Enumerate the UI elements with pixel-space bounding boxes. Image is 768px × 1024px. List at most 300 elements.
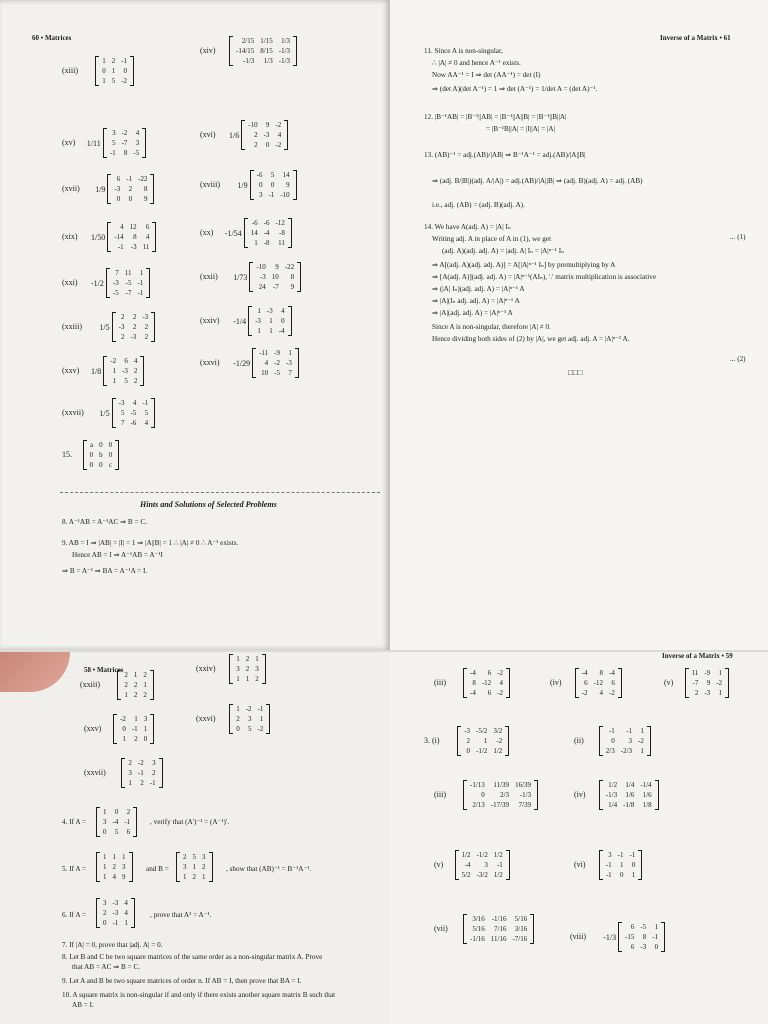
- matrix-cell: 1: [112, 853, 116, 861]
- matrix-cell: 1/6: [642, 791, 652, 799]
- matrix-cell: -4: [112, 818, 119, 826]
- matrix-cell: -10: [280, 191, 290, 199]
- matrix-cell: 0: [89, 451, 94, 459]
- item-label: (xxvii): [62, 408, 84, 417]
- matrix-cell: 1: [122, 853, 126, 861]
- q5-statement: , show that (AB)⁻¹ = B⁻¹A⁻¹.: [226, 865, 312, 873]
- matrix-cell: 2: [245, 655, 250, 663]
- matrix-cell: 2: [133, 691, 138, 699]
- matrix-cell: 4: [264, 359, 269, 367]
- page-58: [0, 652, 390, 1024]
- matrix-cell: -4: [470, 689, 476, 697]
- matrix-cell: 7: [120, 419, 125, 427]
- matrix-cell: 2/3: [500, 791, 510, 799]
- matrix-cell: 1: [236, 675, 240, 683]
- matrix-cell: -4: [470, 669, 476, 677]
- matrix-cell: 2: [111, 57, 116, 65]
- answer-matrix: [113, 714, 154, 744]
- matrix-bracket-right: [293, 36, 297, 66]
- matrix-cell: 1: [103, 808, 107, 816]
- matrix-cell: 2: [120, 313, 125, 321]
- matrix-cell: -3: [464, 727, 471, 735]
- matrix-cell: -2: [496, 737, 503, 745]
- item-label: (xxv): [84, 724, 102, 733]
- matrix-cell: -4: [608, 669, 615, 677]
- matrix-bracket-right: [288, 218, 292, 248]
- item-label: (v): [434, 860, 444, 869]
- matrix-cell: 11/39: [493, 781, 510, 789]
- matrix-cell: 0: [99, 441, 103, 449]
- matrix-cell: 5/2: [461, 871, 471, 879]
- matrix-cell: 2: [144, 333, 149, 341]
- matrix-cell: 1: [122, 735, 126, 743]
- matrix-cell: -2: [274, 359, 280, 367]
- matrix-cell: 2: [245, 665, 250, 673]
- solution-line: ⇒ A[(adj. A)(adj. adj. A)] = A[|A|ⁿ⁻¹ Iₙ] by premultiplying by A: [432, 261, 616, 269]
- matrix-cell: 2: [183, 853, 187, 861]
- matrix-cell: 1: [269, 327, 273, 335]
- matrix-bracket-right: [530, 914, 534, 944]
- matrix-bracket-right: [506, 850, 510, 880]
- matrix-scalar: -1/29: [233, 358, 251, 368]
- matrix-cell: -7: [692, 679, 699, 687]
- matrix-cell: 3: [183, 863, 187, 871]
- answer-matrix: [225, 218, 292, 248]
- matrix-cell: 9: [122, 873, 126, 881]
- matrix-cell: 1/15: [260, 37, 273, 45]
- matrix-cell: -1: [257, 705, 264, 713]
- matrix-cell: 1: [202, 873, 206, 881]
- equation-tag-1: ... (1): [730, 233, 746, 241]
- matrix-bracket-right: [297, 262, 301, 292]
- matrix-cell: 2: [236, 715, 240, 723]
- matrix-cell: 5/16: [514, 915, 528, 923]
- matrix-cell: 9: [143, 195, 148, 203]
- matrix-cell: 2: [103, 909, 107, 917]
- answer-matrix: [603, 922, 665, 952]
- matrix-cell: -2: [121, 129, 128, 137]
- matrix-cell: 0: [128, 195, 133, 203]
- matrix-cell: 1: [133, 671, 138, 679]
- matrix-bracket-right: [618, 668, 622, 698]
- matrix-cell: 1: [245, 675, 250, 683]
- matrix-bracket-right: [130, 56, 134, 86]
- matrix-cell: 1: [254, 239, 258, 247]
- matrix-cell: 1: [257, 327, 261, 335]
- matrix-bracket-right: [293, 170, 297, 200]
- matrix-cell: 1/2: [493, 851, 503, 859]
- matrix-cell: -1: [626, 727, 633, 735]
- hints-title: Hints and Solutions of Selected Problems: [140, 500, 277, 509]
- question-matrix: [176, 852, 213, 882]
- matrix-cell: -3: [118, 323, 125, 331]
- matrix-cell: -1: [142, 399, 149, 407]
- matrix-cell: 11: [278, 239, 285, 247]
- matrix-cell: -2: [275, 141, 282, 149]
- matrix-cell: -3: [112, 279, 119, 287]
- matrix-cell: -7: [272, 283, 279, 291]
- matrix-cell: 1/8: [642, 801, 652, 809]
- item-label: (xvi): [200, 130, 216, 139]
- matrix-cell: -1: [629, 851, 636, 859]
- matrix-cell: 5: [192, 853, 196, 861]
- answer-matrix: [91, 356, 144, 386]
- matrix-cell: -10: [248, 121, 258, 129]
- matrix-cell: 4: [144, 419, 149, 427]
- matrix-cell: -2: [137, 759, 144, 767]
- matrix-cell: -1: [109, 149, 116, 157]
- matrix-cell: -1/3: [278, 57, 291, 65]
- matrix-cell: 0: [123, 67, 128, 75]
- answer-matrix: [237, 170, 296, 200]
- matrix-bracket-right: [152, 222, 156, 252]
- matrix-cell: -1: [126, 175, 133, 183]
- matrix-cell: -7: [125, 289, 132, 297]
- matrix-cell: -1/3: [605, 791, 618, 799]
- answer-matrix: [463, 914, 534, 944]
- matrix-cell: 2/13: [472, 801, 485, 809]
- solution-line: Writing adj. A in place of A in (1), we get: [432, 235, 552, 243]
- matrix-cell: -5: [133, 149, 140, 157]
- matrix-bracket-right: [647, 726, 651, 756]
- matrix-cell: -6: [251, 219, 258, 227]
- item-label: 3. (i): [424, 736, 440, 745]
- matrix-cell: 4: [277, 131, 282, 139]
- matrix-cell: -12: [481, 679, 492, 687]
- matrix-cell: 2: [192, 873, 196, 881]
- matrix-cell: -3: [266, 307, 273, 315]
- matrix-cell: 0: [122, 725, 126, 733]
- matrix-cell: 0: [99, 461, 103, 469]
- matrix-cell: 2/3: [605, 747, 615, 755]
- matrix-cell: 3: [248, 715, 252, 723]
- matrix-cell: 0: [143, 735, 148, 743]
- matrix-cell: 1: [255, 655, 259, 663]
- answer-matrix: [575, 668, 622, 698]
- matrix-bracket-right: [288, 306, 292, 336]
- matrix-cell: -3/2: [476, 871, 488, 879]
- matrix-scalar: 1/73: [233, 272, 248, 282]
- matrix-cell: 3: [608, 851, 612, 859]
- matrix-cell: -1/3: [278, 47, 291, 55]
- matrix-cell: 0: [108, 441, 113, 449]
- q4-statement: , verify that (A')⁻¹ = (A⁻¹)'.: [150, 818, 230, 826]
- equation-tag-2: ... (2): [730, 355, 746, 363]
- solution-line: Hence dividing both sides of (2) by |A|, we get adj. adj. A = |A|ⁿ⁻² A.: [432, 335, 630, 343]
- matrix-cell: -1/8: [623, 801, 635, 809]
- matrix-scalar: 1/9: [237, 180, 248, 190]
- page-header: 58 • Matrices: [84, 666, 124, 674]
- matrix-cell: 7/16: [494, 925, 507, 933]
- answer-matrix: [121, 758, 162, 788]
- answer-matrix: [91, 268, 150, 298]
- matrix-cell: -5: [274, 369, 280, 377]
- matrix-cell: 2: [133, 367, 138, 375]
- matrix-cell: 8: [143, 185, 148, 193]
- matrix-cell: 1: [111, 67, 116, 75]
- matrix-cell: -1: [608, 727, 615, 735]
- matrix-cell: -5: [130, 409, 137, 417]
- page-header: Inverse of a Matrix • 59: [662, 652, 733, 660]
- matrix-cell: 1: [143, 681, 147, 689]
- matrix-cell: 1: [124, 919, 128, 927]
- matrix-cell: 9: [290, 283, 295, 291]
- matrix-cell: -1/3: [519, 791, 532, 799]
- matrix-bracket-right: [140, 356, 144, 386]
- matrix-cell: 1: [718, 689, 723, 697]
- q6-statement: , prove that A³ = A⁻¹.: [150, 911, 212, 919]
- matrix-cell: 0: [631, 861, 636, 869]
- matrix-cell: c: [108, 461, 113, 469]
- answer-matrix: [229, 36, 297, 66]
- page-60: [0, 0, 390, 650]
- matrix-cell: -6: [256, 171, 263, 179]
- item-label: (vii): [434, 924, 448, 933]
- matrix-cell: -3: [118, 399, 125, 407]
- matrix-cell: 6: [630, 943, 635, 951]
- matrix-cell: -1: [605, 871, 612, 879]
- matrix-cell: -1: [137, 289, 144, 297]
- matrix-cell: -22: [284, 263, 295, 271]
- matrix-cell: -3: [122, 367, 128, 375]
- solution-line: 12. |B⁻¹AB| = |B⁻¹||AB| = |B⁻¹||A||B| = |B⁻¹||B||A|: [424, 113, 567, 121]
- solution-line: ⇒ [A(adj. A)](adj. adj. A) = |A|ⁿ⁻¹(AIₙ), ∵ matrix multiplication is associative: [432, 273, 657, 281]
- matrix-cell: 8: [642, 933, 647, 941]
- matrix-cell: 3: [255, 665, 259, 673]
- matrix-cell: 3: [202, 853, 206, 861]
- item-label: (xxiv): [200, 316, 220, 325]
- matrix-cell: 14: [250, 229, 258, 237]
- matrix-cell: 1: [192, 863, 196, 871]
- solution-line: Now AA⁻¹ = I ⇒ det (AA⁻¹) = det (I): [432, 71, 541, 79]
- matrix-cell: 0: [102, 67, 106, 75]
- matrix-cell: -12: [275, 219, 285, 227]
- matrix-cell: -1: [652, 933, 659, 941]
- item-label: (xxvi): [200, 358, 220, 367]
- matrix-cell: 6: [145, 223, 150, 231]
- matrix-bracket-right: [146, 268, 150, 298]
- matrix-cell: -5: [112, 289, 119, 297]
- matrix-scalar: 1/5: [99, 408, 110, 418]
- matrix-cell: 1/2: [461, 851, 471, 859]
- matrix-cell: -8: [263, 239, 270, 247]
- matrix-cell: 1: [102, 77, 106, 85]
- item-label: (iii): [434, 790, 446, 799]
- matrix-cell: -3: [130, 333, 137, 341]
- item-label: (xx): [200, 228, 214, 237]
- matrix-cell: 2: [120, 333, 125, 341]
- matrix-bracket-right: [151, 312, 155, 342]
- item-label: (xxiii): [80, 680, 100, 689]
- matrix-cell: 2: [144, 323, 149, 331]
- answer-matrix: [83, 440, 120, 470]
- matrix-cell: 1: [269, 317, 273, 325]
- matrix-bracket-right: [133, 807, 137, 837]
- matrix-cell: 2: [140, 779, 144, 787]
- matrix-cell: -1: [117, 243, 124, 251]
- matrix-cell: 7: [288, 369, 292, 377]
- matrix-cell: -5/2: [476, 727, 488, 735]
- answer-matrix: [455, 850, 510, 880]
- matrix-cell: 0: [654, 943, 659, 951]
- solution-line: 13. (AB)⁻¹ = adj.(AB)/|AB| ⇒ B⁻¹A⁻¹ = adj.(AB)/|A||B|: [424, 151, 586, 159]
- matrix-bracket-right: [150, 670, 154, 700]
- matrix-cell: -14/15: [236, 47, 255, 55]
- matrix-cell: 3: [143, 715, 148, 723]
- matrix-cell: 4: [124, 899, 128, 907]
- matrix-cell: 2: [132, 323, 137, 331]
- matrix-cell: 3: [112, 129, 116, 137]
- matrix-cell: -1: [131, 725, 138, 733]
- matrix-cell: 1/4: [625, 781, 635, 789]
- q8-line2: that AB = AC ⇒ B = C.: [72, 963, 141, 971]
- matrix-bracket-right: [505, 726, 509, 756]
- matrix-cell: -3: [142, 313, 149, 321]
- item-label: (xiv): [200, 46, 216, 55]
- matrix-cell: 1: [112, 377, 117, 385]
- matrix-cell: 7: [115, 269, 119, 277]
- matrix-cell: -1: [124, 818, 131, 826]
- matrix-bracket-right: [725, 668, 729, 698]
- hint-9-line1: 9. AB = I ⇒ |AB| = |I| = 1 ⇒ |A||B| = 1 ∴ |A| ≠ 0 ∴ A⁻¹ exists.: [62, 539, 239, 547]
- matrix-cell: 2: [143, 671, 147, 679]
- matrix-cell: 0: [236, 725, 240, 733]
- matrix-cell: 2: [126, 808, 131, 816]
- item-label: (xxii): [200, 272, 218, 281]
- answer-matrix: [457, 726, 509, 756]
- matrix-cell: -3: [112, 899, 119, 907]
- matrix-cell: 2: [133, 681, 138, 689]
- matrix-cell: 11: [124, 269, 132, 277]
- matrix-cell: 1: [654, 923, 659, 931]
- matrix-cell: 9: [706, 679, 711, 687]
- page-61: [390, 0, 768, 650]
- matrix-cell: 0: [281, 317, 285, 325]
- answer-matrix: [95, 174, 154, 204]
- matrix-cell: 1/2: [493, 871, 503, 879]
- matrix-cell: -2: [121, 77, 128, 85]
- matrix-cell: -1/3: [243, 57, 255, 65]
- matrix-cell: 1: [640, 727, 644, 735]
- matrix-cell: 5: [114, 828, 119, 836]
- matrix-cell: 3: [152, 759, 156, 767]
- matrix-cell: 3: [103, 899, 107, 907]
- item-label: (iii): [434, 678, 446, 687]
- solution-line: ⇒ (|A| Iₙ)(adj. adj. A) = |A|ⁿ⁻¹ A: [432, 285, 525, 293]
- matrix-cell: -1: [137, 279, 144, 287]
- matrix-cell: -8: [279, 229, 285, 237]
- matrix-cell: 1: [183, 873, 187, 881]
- matrix-cell: -2: [638, 737, 644, 745]
- item-label: (xiii): [62, 66, 78, 75]
- matrix-cell: -4: [278, 327, 285, 335]
- matrix-cell: -3: [255, 317, 261, 325]
- matrix-cell: 2: [466, 737, 471, 745]
- q5-connector: and B =: [146, 865, 169, 873]
- matrix-cell: 1: [103, 873, 107, 881]
- answer-matrix: [229, 704, 270, 734]
- matrix-cell: 0: [466, 747, 471, 755]
- matrix-cell: 1: [483, 737, 488, 745]
- page-59: [390, 652, 768, 1024]
- answer-matrix: [685, 668, 729, 698]
- matrix-cell: -5: [640, 923, 647, 931]
- matrix-cell: -3: [263, 131, 270, 139]
- matrix-cell: 8: [472, 679, 476, 687]
- matrix-cell: -17/39: [490, 801, 510, 809]
- matrix-cell: -1: [617, 851, 624, 859]
- matrix-cell: 1: [631, 871, 636, 879]
- matrix-cell: -1: [496, 861, 503, 869]
- matrix-cell: -3: [114, 185, 121, 193]
- hint-9-line2: Hence AB = I ⇒ A⁻¹AB = A⁻¹I: [72, 551, 163, 559]
- answer-matrix: [87, 128, 146, 158]
- matrix-cell: 2: [133, 377, 138, 385]
- matrix-scalar: 1/50: [91, 232, 106, 242]
- matrix-cell: a: [89, 441, 94, 449]
- matrix-cell: 1: [640, 747, 644, 755]
- matrix-cell: 4: [499, 679, 504, 687]
- matrix-cell: 0: [103, 828, 107, 836]
- matrix-cell: -6: [263, 219, 270, 227]
- matrix-cell: 10: [261, 369, 269, 377]
- page-header: 60 • Matrices: [32, 34, 72, 42]
- matrix-cell: -2: [245, 705, 252, 713]
- matrix-cell: 2: [202, 863, 206, 871]
- matrix-cell: 1/3: [263, 57, 273, 65]
- matrix-scalar: 1/8: [91, 366, 102, 376]
- matrix-cell: -2: [257, 725, 264, 733]
- matrix-cell: -14: [114, 233, 124, 241]
- matrix-cell: 4: [281, 307, 285, 315]
- solution-line: = |B⁻¹B||A| = |I||A| = |A|: [486, 125, 556, 133]
- matrix-cell: 2: [124, 681, 128, 689]
- matrix-cell: -9: [274, 349, 280, 357]
- matrix-bracket-right: [209, 852, 213, 882]
- matrix-cell: 1: [288, 349, 292, 357]
- answer-matrix: [463, 780, 538, 810]
- q9: 9. Let A and B be two square matrices of order n. If AB = I, then prove that BA = I.: [62, 977, 302, 985]
- solution-line: ∴ |A| ≠ 0 and hence A⁻¹ exists.: [432, 59, 521, 67]
- matrix-cell: 2: [132, 313, 137, 321]
- matrix-cell: 6: [487, 689, 492, 697]
- matrix-cell: 0: [481, 791, 485, 799]
- item-label: (xv): [62, 138, 76, 147]
- matrix-cell: -2/3: [620, 747, 633, 755]
- matrix-cell: -6: [130, 419, 137, 427]
- matrix-cell: 16/39: [515, 781, 532, 789]
- matrix-cell: 9: [275, 263, 279, 271]
- matrix-cell: 4: [112, 873, 116, 881]
- matrix-cell: 4: [133, 357, 138, 365]
- matrix-cell: 3: [122, 863, 126, 871]
- item-label: (xxv): [62, 366, 80, 375]
- matrix-cell: 14: [282, 171, 290, 179]
- matrix-cell: 1: [112, 367, 117, 375]
- matrix-cell: 6: [487, 669, 492, 677]
- matrix-cell: -1/16: [491, 915, 507, 923]
- matrix-scalar: -1/54: [224, 228, 242, 238]
- item-label: (ii): [574, 736, 584, 745]
- q6-prefix: 6. If A =: [62, 911, 87, 919]
- matrix-cell: 2/15: [241, 37, 255, 45]
- matrix-cell: 2: [254, 131, 258, 139]
- matrix-cell: 2: [254, 141, 258, 149]
- answer-matrix: [99, 312, 155, 342]
- answer-matrix: [117, 670, 154, 700]
- matrix-cell: -1: [268, 191, 275, 199]
- matrix-cell: -4: [263, 229, 270, 237]
